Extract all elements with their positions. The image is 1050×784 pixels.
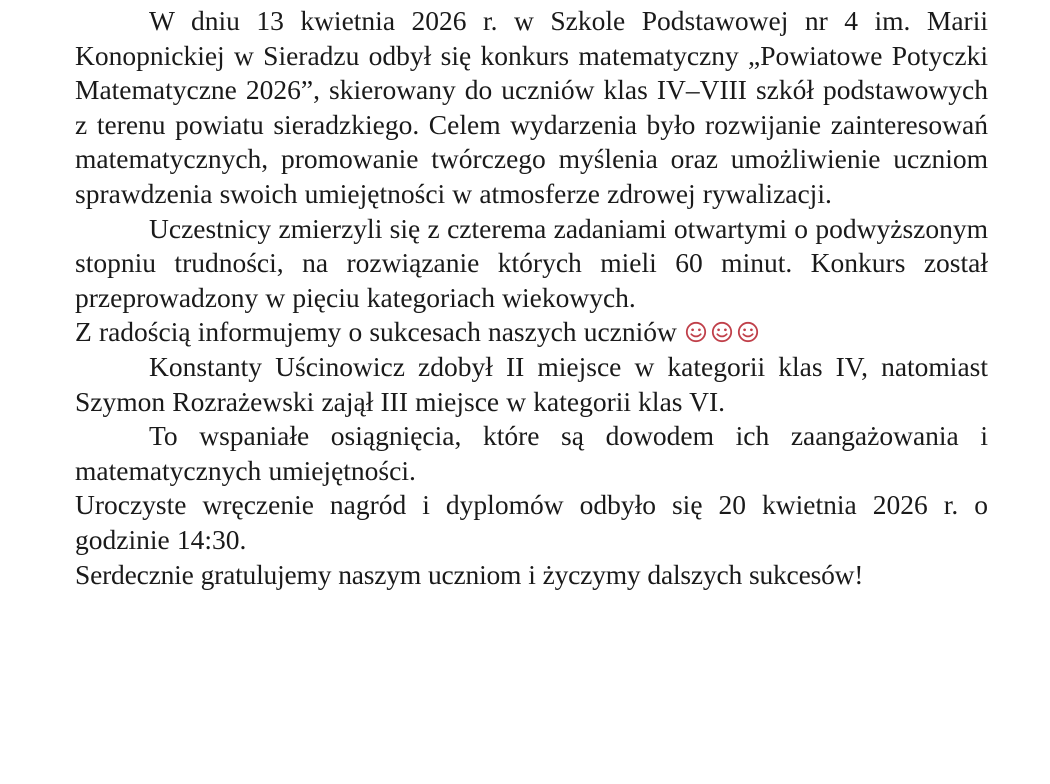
document-body (75, 4, 988, 592)
paragraph-winners: Konstanty Uścinowicz zdobył II miejsce w kategorii klas IV, natomiast Szymon Rozrażewski zajął III miejsce w kategorii klas VI. (75, 350, 988, 417)
paragraph-ceremony: Uroczyste wręczenie nagród i dyplomów odbyło się 20 kwietnia 2026 r. o godzinie 14:30. (75, 489, 988, 555)
paragraph-contest-format: Uczestnicy zmierzyli się z czterema zadaniami otwartymi o podwyższonym stopniu trudności, na rozwiązanie których mieli 60 minut. Konkurs został przeprowadzony w pięciu kategoriach wiekowych. (75, 212, 988, 313)
announcement-text: Z radością informujemy o sukcesach naszych uczniów (75, 316, 677, 348)
smiley-group (683, 316, 761, 347)
smiling-face-icon (710, 320, 734, 344)
smiling-face-icon (684, 320, 708, 344)
paragraph-praise: To wspaniałe osiągnięcia, które są dowodem ich zaangażowania i matematycznych umiejętności. (75, 420, 988, 486)
smiling-face-icon (736, 320, 760, 344)
paragraph-closing: Serdecznie gratulujemy naszym uczniom i życzymy dalszych sukcesów! (75, 558, 864, 590)
paragraph-intro: W dniu 13 kwietnia 2026 r. w Szkole Podstawowej nr 4 im. Marii Konopnickiej w Sieradzu odbył się konkurs matematyczny „Powiatowe Potyczki Matematyczne 2026”, skierowany do uczniów klas IV–VIII szkół podstawowych z terenu powiatu sieradzkiego. Celem wydarzenia było rozwijanie zainteresowań matematycznych, promowanie twórczego myślenia oraz umożliwienie uczniom sprawdzenia swoich umiejętności w atmosferze zdrowej rywalizacji. (75, 5, 988, 209)
paragraph-announcement (75, 315, 988, 350)
